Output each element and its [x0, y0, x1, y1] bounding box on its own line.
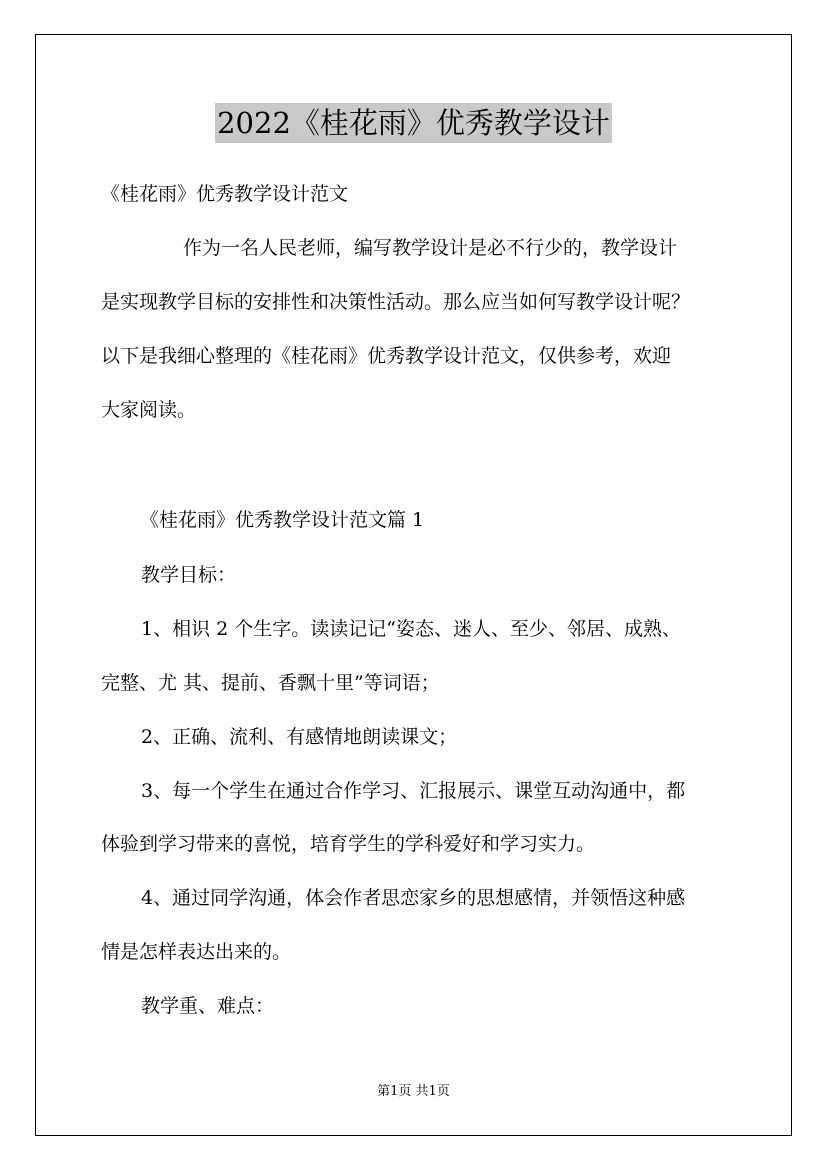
paragraph-line: 大家阅读。 — [101, 399, 197, 421]
paragraph-line: 2、正确、流利、有感情地朗读课文； — [141, 726, 458, 748]
paragraph-line: 1、相识 2 个生字。读读记记“姿态、迷人、至少、邻居、成熟、 — [141, 618, 681, 640]
paragraph-line: 情是怎样表达出来的。 — [101, 941, 292, 963]
paragraph-line: 作为一名人民老师，编写教学设计是必不行少的，教学设计 — [183, 237, 678, 259]
paragraph-line: 教学重、难点： — [141, 995, 275, 1017]
document-title: 2022《桂花雨》优秀教学设计 — [215, 103, 612, 143]
paragraph-line: 是实现教学目标的安排性和决策性活动。那么应当如何写教学设计呢？ — [101, 291, 691, 313]
paragraph-line: 体验到学习带来的喜悦，培育学生的学科爱好和学习实力。 — [101, 833, 596, 855]
paragraph-line: 4、通过同学沟通，体会作者思恋家乡的思想感情，并领悟这种感 — [141, 887, 686, 909]
paragraph-line: 3、每一个学生在通过合作学习、汇报展示、课堂互动沟通中，都 — [141, 780, 686, 802]
paragraph-line: 以下是我细心整理的《桂花雨》优秀教学设计范文，仅供参考，欢迎 — [101, 345, 672, 367]
paragraph-line: 教学目标： — [141, 564, 237, 586]
section-heading: 《桂花雨》优秀教学设计范文篇 1 — [140, 509, 425, 531]
subtitle-line: 《桂花雨》优秀教学设计范文 — [101, 183, 349, 205]
title-container — [0, 103, 827, 143]
paragraph-line: 完整、尤 其、提前、香飘十里”等词语； — [101, 672, 440, 694]
page-footer: 第1页 共1页 — [377, 1084, 450, 1099]
